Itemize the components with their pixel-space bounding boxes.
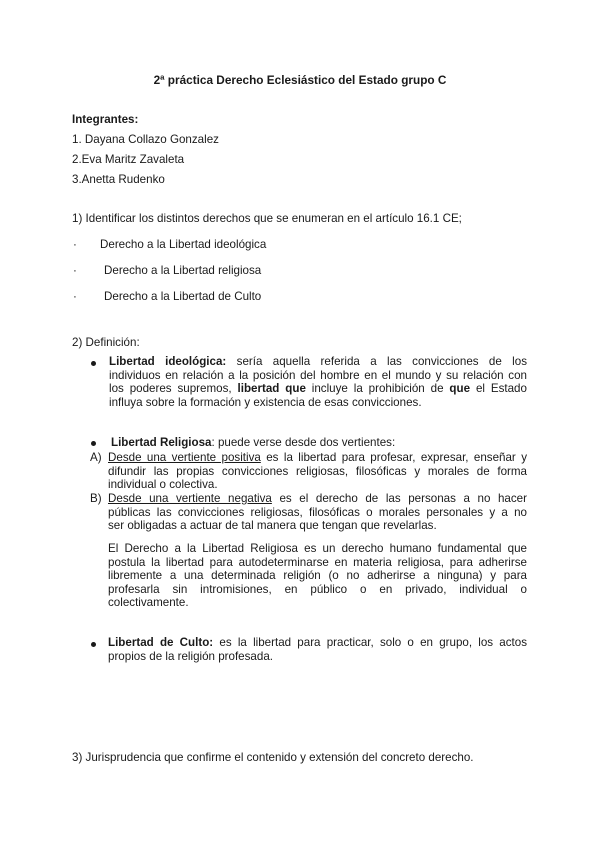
section1-item-2: Derecho a la Libertad religiosa [104,264,262,277]
section1-item-1-marker: · [73,238,77,251]
ideologica-line-4: influya sobre la formación y existencia de esas convicciones. [109,395,422,409]
ideologica-line-2: individuos en relación a la posición del hombre en el mundo y su relación con [109,368,527,382]
document-title: 2ª práctica Derecho Eclesiástico del Estado grupo C [153,73,447,87]
member-2: 2.Eva Maritz Zavaleta [72,153,185,166]
bullet-religiosa [91,441,96,446]
ideologica-term: Libertad ideológica: [109,355,227,368]
religiosa-b-paragraph: Desde una vertiente negativa es el derecho de las personas a no hacer públicas las convicciones religiosas, filosóficas o morales personales y a no ser obligadas a actuar de tal manera que tengan que revelarlas. [108,492,527,533]
section1-heading: 1) Identificar los distintos derechos que se enumeran en el artículo 16.1 CE; [72,212,462,225]
integrantes-heading: Integrantes: [72,113,139,126]
member-3: 3.Anetta Rudenko [72,173,165,186]
religiosa-a-marker: A) [90,451,102,464]
vertiente-negativa: Desde una vertiente negativa [108,492,272,505]
vertiente-positiva: Desde una vertiente positiva [108,451,261,464]
bullet-culto [91,642,96,647]
section1-item-1: Derecho a la Libertad ideológica [100,238,267,251]
section2-heading: 2) Definición: [72,336,140,349]
religiosa-a-paragraph: Desde una vertiente positiva es la libertad para profesar, expresar, enseñar y difundir las propias convicciones religiosas, filosóficas y morales de forma individual o colectiva. [108,451,527,492]
bullet-ideologica [91,361,96,366]
culto-term: Libertad de Culto: [108,636,214,649]
section1-item-3-marker: · [73,290,77,303]
religiosa-definition-paragraph: El Derecho a la Libertad Religiosa es un derecho humano fundamental que postula la libertad para autodeterminarse en materia religiosa, para adherirse libremente a una determinada religión (o no adherirse a ninguna) y para profesarla sin intromisiones, en público o en privado, individual o colectivamente. [108,542,527,610]
section1-item-2-marker: · [73,264,77,277]
religiosa-b-marker: B) [90,492,102,505]
culto-paragraph: Libertad de Culto: es la libertad para practicar, solo o en grupo, los actos propios de la religión profesada. [108,636,528,663]
ideologica-paragraph [109,355,527,409]
religiosa-intro: Libertad Religiosa: puede verse desde dos vertientes: [111,436,396,449]
ideologica-line-3: los poderes supremos, libertad que incluye la prohibición de que el Estado [109,382,527,396]
member-1: 1. Dayana Collazo Gonzalez [72,133,219,146]
section1-item-3: Derecho a la Libertad de Culto [104,290,262,303]
ideologica-line-1: Libertad ideológica: sería aquella referida a las convicciones de los [109,355,527,368]
section3-heading: 3) Jurisprudencia que confirme el contenido y extensión del concreto derecho. [72,751,474,764]
